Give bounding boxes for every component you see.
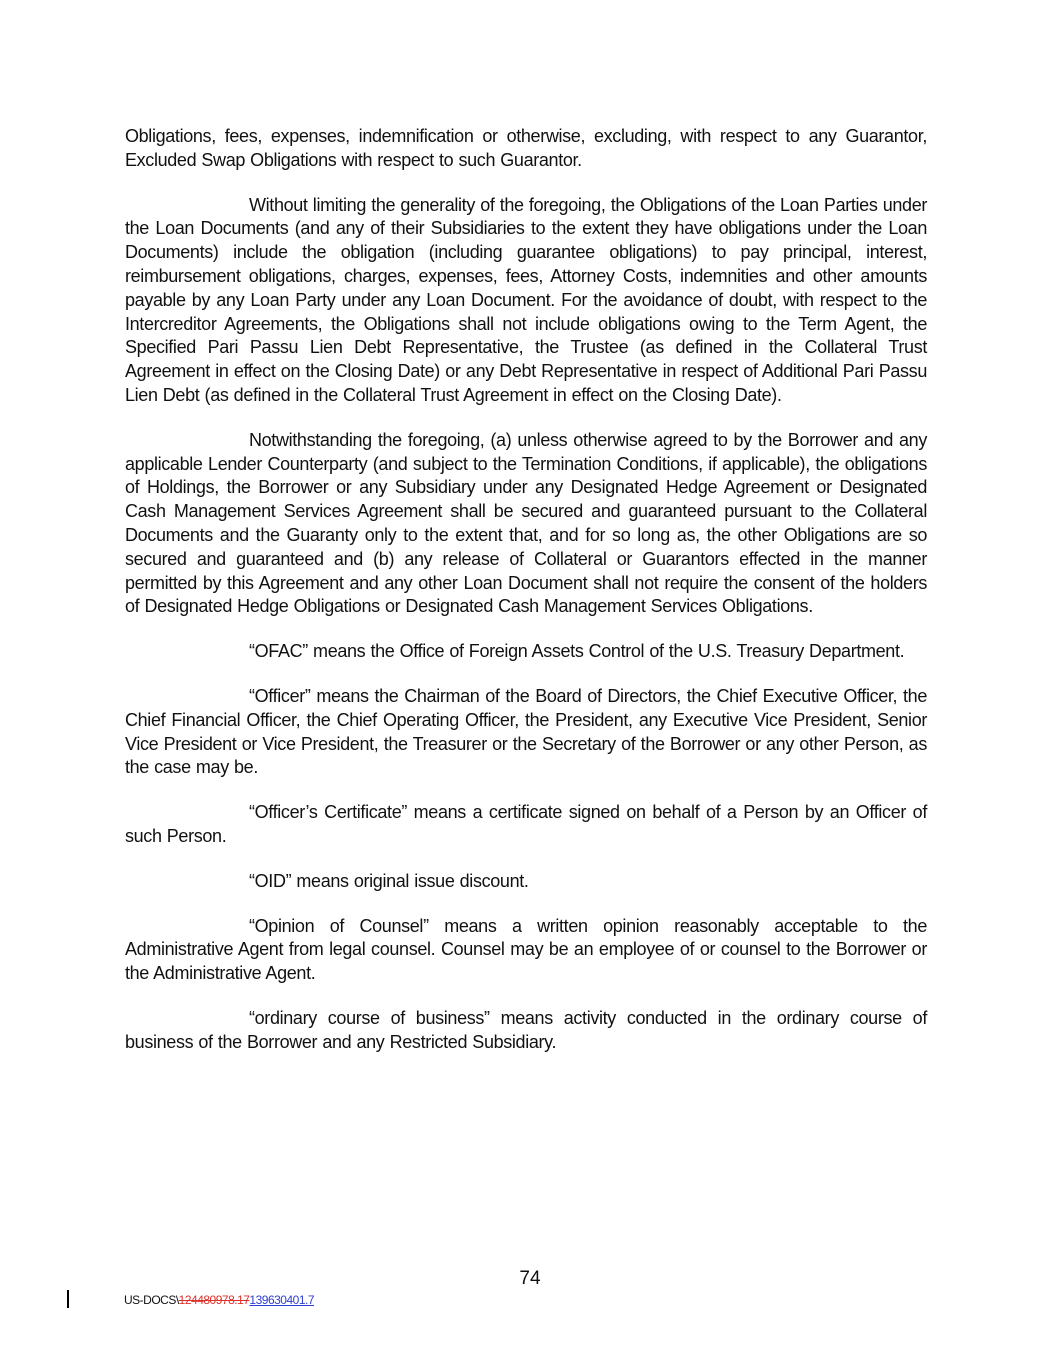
page-number: 74 (519, 1268, 541, 1289)
definition-text: means a certificate signed on behalf of a Person by an Officer of such Person. (125, 802, 927, 846)
paragraph (125, 125, 927, 173)
definition-officers-certificate (125, 801, 927, 849)
defined-term: “Officer’s Certificate” (249, 802, 407, 823)
paragraph (125, 429, 927, 619)
document-id-footer (124, 1293, 314, 1307)
defined-term: “Officer” (249, 685, 311, 706)
defined-term: “ordinary course of business” (249, 1007, 490, 1028)
defined-term: “OID” (249, 870, 292, 891)
definition-officer (125, 685, 927, 780)
definition-text: means original issue discount. (291, 870, 529, 891)
document-body (125, 125, 927, 1076)
doc-id-deleted: 124480978.17 (178, 1293, 250, 1307)
definition-ofac (125, 640, 927, 664)
paragraph-text: Without limiting the generality of the foregoing, the Obligations of the Loan Parties under the Loan Documents (and any of their Subsidiaries to the extent they have obligations under the Loan Documents) include the obligation (including guarantee obligations) to pay principal, interest, reimbursement obligations, charges, expenses, fees, Attorney Costs, indemnities and other amounts payable by any Loan Party under any Loan Document. For the avoidance of doubt, with respect to the Intercreditor Agreements, the Obligations shall not include obligations owing to the Term Agent, the Specified Pari Passu Lien Debt Representative, the Trustee (as defined in the Collateral Trust Agreement in effect on the Closing Date) or any Debt Representative in respect of Additional Pari Passu Lien Debt (as defined in the Collateral Trust Agreement in effect on the Closing Date). (125, 194, 927, 405)
change-bar (67, 1290, 69, 1308)
definition-oid (125, 870, 927, 894)
paragraph-text: Notwithstanding the foregoing, (a) unless otherwise agreed to by the Borrower and any applicable Lender Counterparty (and subject to the Termination Conditions, if applicable), the obligations of Holdings, the Borrower or any Subsidiary under any Designated Hedge Agreement or Designated Cash Management Services Agreement shall be secured and guaranteed pursuant to the Collateral Documents and the Guaranty only to the extent that, and for so long as, the other Obligations are so secured and guaranteed and (b) any release of Collateral or Guarantors effected in the manner permitted by this Agreement and any other Loan Document shall not require the consent of the holders of Designated Hedge Obligations or Designated Cash Management Services Obligations. (125, 429, 927, 617)
paragraph (125, 194, 927, 408)
definition-text: means a written opinion reasonably acceptable to the Administrative Agent from legal counsel. Counsel may be an employee of or counsel to the Borrower or the Administrative Agent. (125, 915, 927, 984)
definition-opinion-of-counsel (125, 915, 927, 986)
paragraph-text: Obligations, fees, expenses, indemnification or otherwise, excluding, with respect to any Guarantor, Excluded Swap Obligations with respect to such Guarantor. (125, 126, 927, 170)
defined-term: “OFAC” (249, 641, 308, 662)
definition-text: means the Office of Foreign Assets Control of the U.S. Treasury Department. (307, 641, 905, 662)
definition-text: means activity conducted in the ordinary course of business of the Borrower and any Restricted Subsidiary. (125, 1007, 927, 1052)
definition-ordinary-course (125, 1007, 927, 1055)
doc-id-inserted: 139630401.7 (249, 1293, 314, 1307)
definition-text: means the Chairman of the Board of Directors, the Chief Executive Officer, the Chief Financial Officer, the Chief Operating Officer, the President, any Executive Vice President, Senior Vice President or Vice President, the Treasurer or the Secretary of the Borrower or any other Person, as the case may be. (125, 685, 927, 778)
doc-id-prefix: US-DOCS\ (124, 1293, 179, 1307)
defined-term: “Opinion of Counsel” (249, 915, 429, 936)
